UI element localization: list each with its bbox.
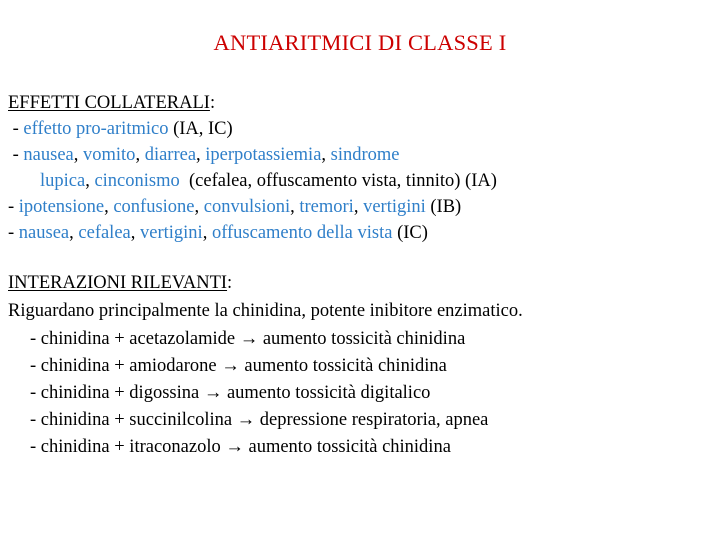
effect-text: , xyxy=(130,223,140,243)
dash: - xyxy=(8,119,24,139)
dash: - xyxy=(8,223,19,243)
effect-item-1 xyxy=(8,118,233,140)
effect-text: , xyxy=(290,197,300,217)
effect-term: cinconismo xyxy=(94,171,180,191)
effect-term: offuscamento della vista xyxy=(211,223,393,243)
effects-heading-colon: : xyxy=(209,93,216,113)
effect-item-4 xyxy=(8,222,428,244)
effect-text: , xyxy=(196,145,206,165)
effect-term: cefalea xyxy=(78,223,131,243)
effect-text: , xyxy=(104,197,114,217)
effect-term: vertigini xyxy=(140,223,203,243)
effect-text: (IA, IC) xyxy=(168,119,233,139)
effect-term: convulsioni xyxy=(203,197,291,217)
effect-term: vertigini xyxy=(363,197,426,217)
effect-text: , xyxy=(85,171,95,191)
effect-term: nausea xyxy=(18,223,70,243)
effect-item-3 xyxy=(8,196,461,218)
effect-text: (IB) xyxy=(425,197,462,217)
interaction-item: - chinidina + itraconazolo → aumento tossicità chinidina xyxy=(30,437,451,457)
effect-text: , xyxy=(194,197,204,217)
effect-term: ipotensione xyxy=(18,197,105,217)
interactions-heading-line xyxy=(8,272,232,294)
effects-heading: EFFETTI COLLATERALI xyxy=(8,93,210,113)
effect-term: effetto pro-aritmico xyxy=(23,119,169,139)
effect-term: vomito xyxy=(83,145,136,165)
effect-text: , xyxy=(321,145,331,165)
interactions-heading-colon: : xyxy=(227,273,233,293)
effect-text: (IC) xyxy=(392,223,428,243)
effects-heading-line xyxy=(8,92,215,114)
effect-term: diarrea xyxy=(144,145,197,165)
effect-text: , xyxy=(69,223,79,243)
interaction-item: - chinidina + acetazolamide → aumento tossicità chinidina xyxy=(30,329,466,349)
effect-item-2 xyxy=(8,144,400,166)
effect-term: lupica xyxy=(40,171,86,191)
effect-text: , xyxy=(202,223,212,243)
dash: - xyxy=(8,145,24,165)
effect-term: tremori xyxy=(299,197,354,217)
interactions-intro: Riguardano principalmente la chinidina, potente inibitore enzimatico. xyxy=(8,301,523,321)
effect-text: , xyxy=(135,145,145,165)
effect-term: confusione xyxy=(113,197,195,217)
effect-term: sindrome xyxy=(330,145,400,165)
interaction-item: - chinidina + amiodarone → aumento tossicità chinidina xyxy=(30,356,447,376)
interactions-heading: INTERAZIONI RILEVANTI xyxy=(8,273,228,293)
effect-term: nausea xyxy=(23,145,74,165)
effect-item-2-continued xyxy=(40,170,497,192)
interaction-item: - chinidina + digossina → aumento tossicità digitalico xyxy=(30,383,431,403)
effect-term: iperpotassiemia xyxy=(205,145,322,165)
slide-title: ANTIARITMICI DI CLASSE I xyxy=(213,30,507,55)
dash: - xyxy=(8,197,19,217)
effect-text: , xyxy=(353,197,364,217)
effect-text: (cefalea, offuscamento vista, tinnito) (IA) xyxy=(179,171,497,191)
effect-text: , xyxy=(73,145,84,165)
interaction-item: - chinidina + succinilcolina → depressione respiratoria, apnea xyxy=(30,410,489,430)
